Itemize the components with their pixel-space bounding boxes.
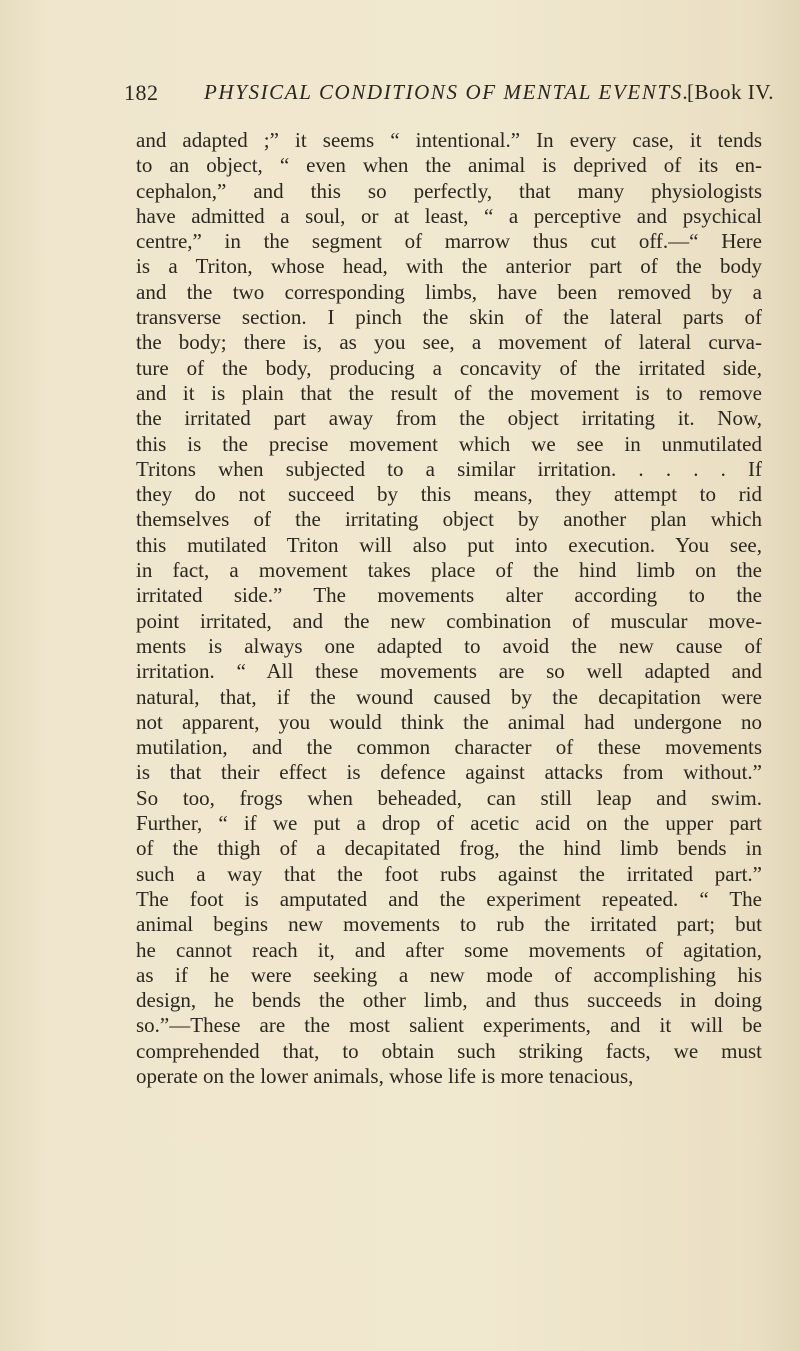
text-line: and adapted ;” it seems “ intentional.” In every case, it tends xyxy=(136,128,762,152)
page-number: 182 xyxy=(124,80,159,105)
text-line: mutilation, and the common character of these movements xyxy=(136,735,762,760)
text-line: he cannot reach it, and after some movements of agitation, xyxy=(136,937,762,962)
text-line: ture of the body, producing a concavity of the irritated side, xyxy=(136,355,762,380)
text-line: not apparent, you would think the animal had undergone no xyxy=(136,709,762,734)
text-line: natural, that, if the wound caused by the decapitation were xyxy=(136,684,762,709)
text-line: irritation. “ All these movements are so well adapted and xyxy=(136,659,762,684)
running-title: PHYSICAL CONDITIONS OF MENTAL EVENTS. xyxy=(204,80,690,104)
text-line: is a Triton, whose head, with the anterior part of the body xyxy=(136,254,762,279)
text-line: have admitted a soul, or at least, “ a perceptive and psychical xyxy=(136,203,762,228)
text-line: they do not succeed by this means, they attempt to rid xyxy=(136,482,762,507)
body-text xyxy=(136,128,762,1089)
text-line: the irritated part away from the object irritating it. Now, xyxy=(136,406,762,431)
page-header xyxy=(124,80,774,116)
text-line: as if he were seeking a new mode of accomplishing his xyxy=(136,962,762,987)
text-line: ments is always one adapted to avoid the new cause of xyxy=(136,633,762,658)
text-line: to an object, “ even when the animal is deprived of its en- xyxy=(136,153,762,178)
text-line: such a way that the foot rubs against the irritated part.” xyxy=(136,861,762,886)
text-line: Tritons when subjected to a similar irritation. . . . . If xyxy=(136,456,762,481)
text-line: So too, frogs when beheaded, can still leap and swim. xyxy=(136,785,762,810)
text-line: The foot is amputated and the experiment repeated. “ The xyxy=(136,886,762,911)
text-line: irritated side.” The movements alter according to the xyxy=(136,583,762,608)
text-line: and the two corresponding limbs, have been removed by a xyxy=(136,279,762,304)
text-line: this mutilated Triton will also put into execution. You see, xyxy=(136,532,762,557)
text-line: comprehended that, to obtain such striking facts, we must xyxy=(136,1038,762,1063)
text-line: point irritated, and the new combination of muscular move- xyxy=(136,608,762,633)
text-line: centre,” in the segment of marrow thus cut off.—“ Here xyxy=(136,229,762,254)
text-line: this is the precise movement which we see in unmutilated xyxy=(136,431,762,456)
text-line: and it is plain that the result of the movement is to remove xyxy=(136,380,762,405)
text-line: cephalon,” and this so perfectly, that many physiologists xyxy=(136,178,762,203)
text-line: themselves of the irritating object by another plan which xyxy=(136,507,762,532)
text-line: the body; there is, as you see, a movement of lateral curva- xyxy=(136,330,762,355)
book-marker: [Book IV. xyxy=(687,80,774,104)
text-line: design, he bends the other limb, and thus succeeds in doing xyxy=(136,988,762,1013)
text-line: Further, “ if we put a drop of acetic acid on the upper part xyxy=(136,811,762,836)
text-line: animal begins new movements to rub the irritated part; but xyxy=(136,912,762,937)
text-line: is that their effect is defence against attacks from without.” xyxy=(136,760,762,785)
text-line: of the thigh of a decapitated frog, the hind limb bends in xyxy=(136,836,762,861)
text-line: operate on the lower animals, whose life is more tenacious, xyxy=(136,1063,634,1088)
text-line: in fact, a movement takes place of the hind limb on the xyxy=(136,558,762,583)
text-line: transverse section. I pinch the skin of the lateral parts of xyxy=(136,305,762,330)
text-line: so.”—These are the most salient experiments, and it will be xyxy=(136,1013,762,1038)
